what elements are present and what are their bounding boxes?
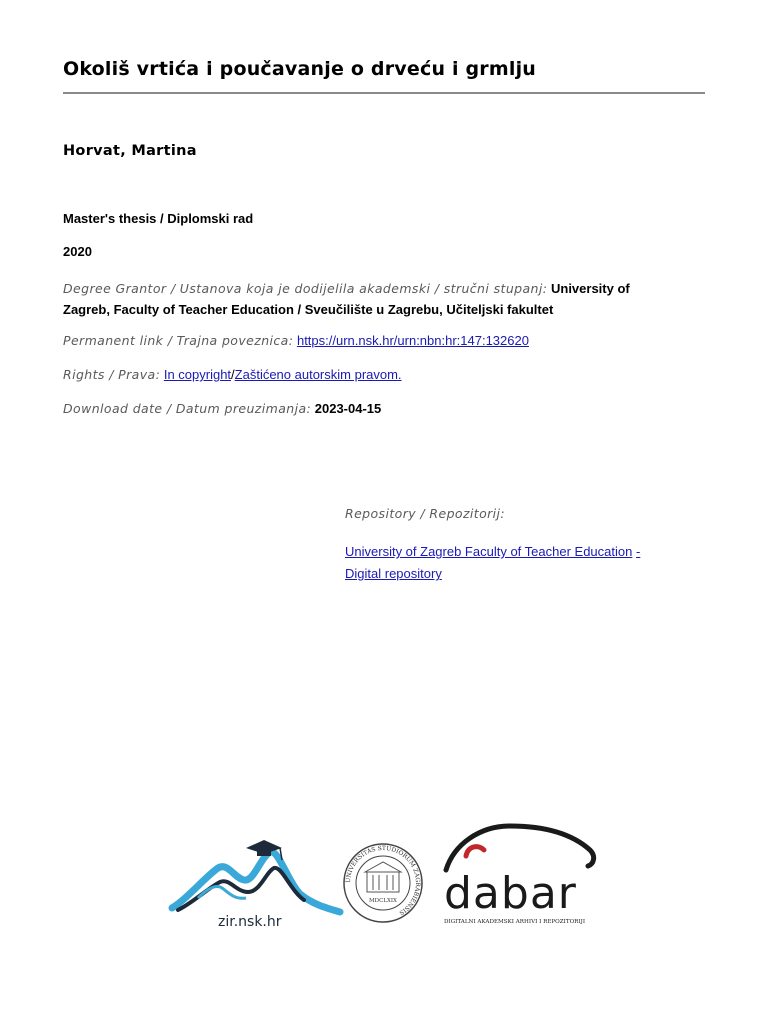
repository-label: Repository / Repozitorij: (345, 506, 506, 521)
download-date-label: Download date / Datum preuzimanja: (63, 401, 312, 416)
zir-logo-text: zir.nsk.hr (218, 914, 282, 930)
dabar-logo-subtitle: DIGITALNI AKADEMSKI ARHIVI I REPOZITORIJI (444, 919, 586, 925)
permanent-link-label: Permanent link / Trajna poveznica: (63, 333, 294, 348)
document-year: 2020 (63, 244, 92, 259)
permanent-link (63, 333, 529, 348)
download-date-value: 2023-04-15 (314, 401, 382, 416)
dabar-logo (440, 816, 602, 928)
repository-link-line-1[interactable]: University of Zagreb Faculty of Teacher Education (345, 544, 633, 559)
degree-grantor-value-1: University of (550, 281, 630, 296)
document-type: Master's thesis / Diplomski rad (63, 211, 254, 226)
repository-link[interactable] (345, 541, 640, 585)
repository-link-dash[interactable]: - (635, 544, 641, 559)
download-date (63, 401, 381, 416)
rights (63, 367, 402, 382)
rights-link-zasticeno[interactable]: Zaštićeno autorskim pravom. (234, 367, 402, 382)
permanent-link-url[interactable]: https://urn.nsk.hr/urn:nbn:hr:147:132620 (296, 333, 529, 348)
repository-link-line-2[interactable]: Digital repository (345, 566, 442, 581)
title-divider (63, 92, 705, 94)
author-name: Horvat, Martina (63, 143, 197, 159)
zir-logo (168, 838, 344, 930)
seal-year: MDCLXIX (369, 898, 397, 904)
document-title: Okoliš vrtića i poučavanje o drveću i grmlju (63, 58, 537, 80)
dabar-logo-text: dabar (444, 868, 577, 919)
degree-grantor (63, 278, 703, 320)
rights-separator: / (231, 367, 235, 382)
seal-ring-text: UNIVERSITAS STUDIORUM ZAGRABIENSIS (344, 844, 422, 917)
degree-grantor-value-2: Zagreb, Faculty of Teacher Education / Sveučilište u Zagrebu, Učiteljski fakultet (63, 302, 554, 317)
university-seal-logo (342, 842, 424, 924)
rights-label: Rights / Prava: (63, 367, 161, 382)
rights-link-copyright[interactable]: In copyright (163, 367, 232, 382)
degree-grantor-label: Degree Grantor / Ustanova koja je dodijelila akademski / stručni stupanj: (63, 281, 548, 296)
